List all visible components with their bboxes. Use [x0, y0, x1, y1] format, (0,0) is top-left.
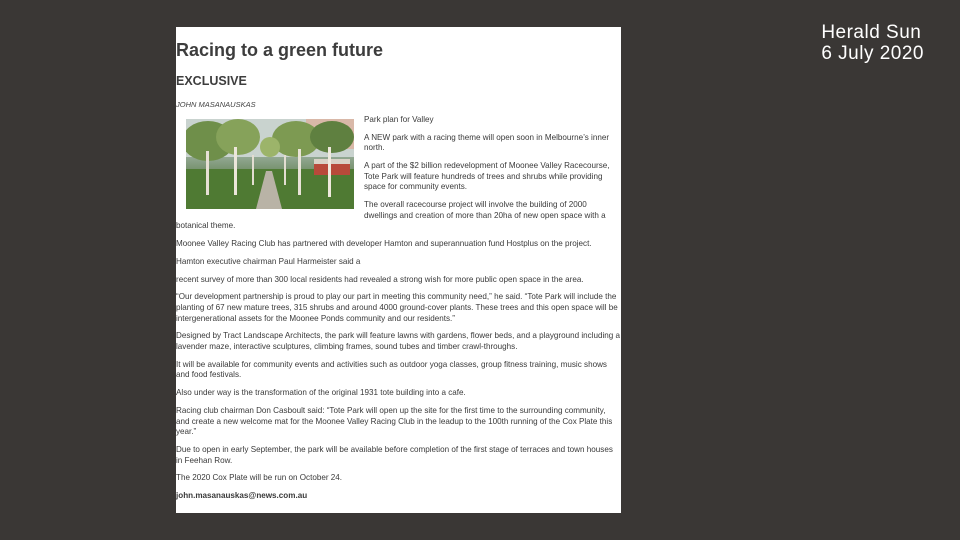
article-paragraph: The overall racecourse project will involve the building of 2000 dwellings and creation of more than 20ha of new open space with a botanical theme. [176, 200, 606, 231]
article-paragraph: A NEW park with a racing theme will open soon in Melbourne’s inner north. [364, 132, 610, 153]
article-kicker: EXCLUSIVE [176, 74, 247, 88]
article-byline: JOHN MASANAUSKAS [176, 100, 256, 109]
article-paragraph: The 2020 Cox Plate will be run on October 24. [176, 473, 343, 483]
photo-caption: Park plan for Valley [364, 115, 434, 124]
article-paragraph: Designed by Tract Landscape Architects, the park will feature lawns with gardens, flower beds, and a playground including a lavender maze, interactive sculptures, climbing frames, sound tubes and timber crawl-throughs. [176, 331, 621, 351]
article-paragraph: Hamton executive chairman Paul Harmeister said a [176, 256, 361, 266]
masthead [821, 22, 924, 64]
park-render-illustration [186, 119, 354, 209]
article-paragraph: recent survey of more than 300 local residents had revealed a strong wish for more public open space in the area. [176, 274, 584, 284]
article-paragraph: Moonee Valley Racing Club has partnered with developer Hamton and superannuation fund Hostplus on the project. [176, 239, 592, 249]
article-paragraph: Due to open in early September, the park will be available before completion of the first stage of terraces and town houses in Feehan Row. [176, 444, 613, 465]
article-paragraph: “Our development partnership is proud to play our part in meeting this community need,” he said. “Tote Park will include the planting of 67 new mature trees, 315 shrubs and around 4000 ground-cover plants. These trees and this open space will be intergenerational assets for the Moonee Ponds community and our residents.” [176, 292, 618, 323]
article-paragraph: Racing club chairman Don Casboult said: “Tote Park will open up the site for the first time to the surrounding community, and create a new welcome mat for the Moonee Valley Racing Club in the leadup to the 100th running of the Cox Plate this year.” [176, 405, 613, 437]
publication-name: Herald Sun [821, 22, 922, 43]
article-paragraph: It will be available for community events and activities such as outdoor yoga classes, group fitness training, music shows and food festivals. [176, 359, 607, 380]
publication-date: 6 July 2020 [821, 43, 924, 64]
article-paragraph: Also under way is the transformation of the original 1931 tote building into a cafe. [176, 388, 466, 398]
article-clipping [176, 27, 621, 513]
article-paragraph: A part of the $2 billion redevelopment of Moonee Valley Racecourse, Tote Park will feature hundreds of trees and shrubs while providing space for community events. [364, 161, 610, 192]
park-render-photo [186, 119, 354, 209]
article-headline: Racing to a green future [176, 40, 384, 60]
article-body [176, 115, 621, 502]
author-email: john.masanauskas@news.com.au [176, 491, 308, 501]
